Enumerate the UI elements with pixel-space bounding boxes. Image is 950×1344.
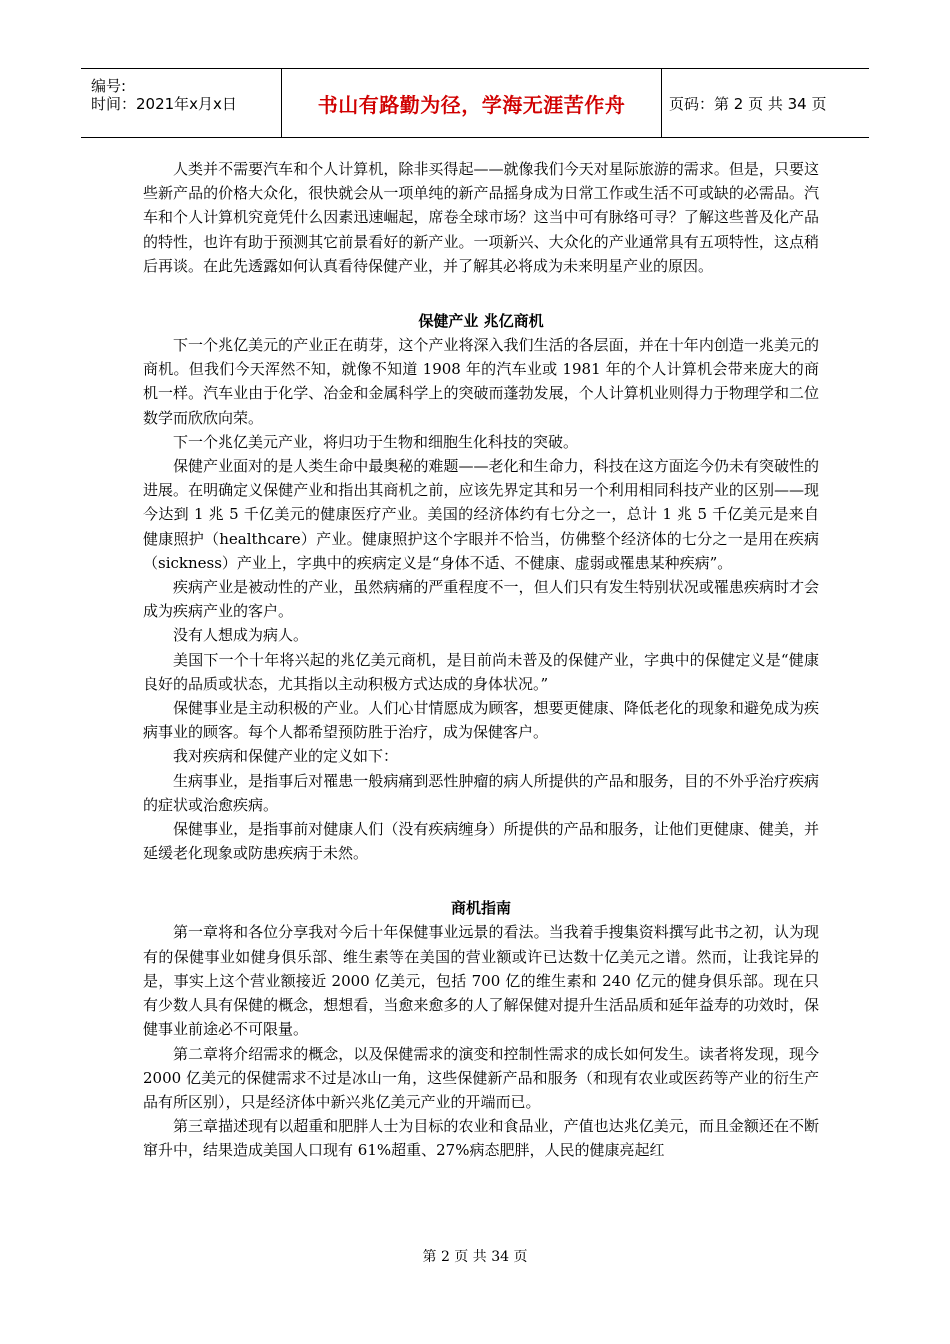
intro-paragraph: 人类并不需要汽车和个人计算机，除非买得起——就像我们今天对星际旅游的需求。但是，只要这些新产品的价格大众化，很快就会从一项单纯的新产品摇身成为日常工作或生活不可或缺的必需品。汽车和个人计算机究竟凭什么因素迅速崛起，席卷全球市场？这当中可有脉络可寻？了解这些普及化产品的特性，也许有助于预测其它前景看好的新产业。一项新兴、大众化的产业通常具有五项特性，这点稍后再谈。在此先透露如何认真看待保健产业，并了解其必将成为未来明星产业的原因。 [143, 160, 819, 275]
paragraph: 第二章将介绍需求的概念，以及保健需求的演变和控制性需求的成长如何发生。读者将发现，现今 2000 亿美元的保健需求不过是冰山一角，这些保健新产品和服务（和现有农业或医药等产业的衍生产品有所区别），只是经济体中新兴兆亿美元产业的开端而已。 [143, 1044, 819, 1111]
paragraph: 保健事业，是指事前对健康人们（没有疾病缠身）所提供的产品和服务，让他们更健康、健美，并延缓老化现象或防患疾病于未然。 [143, 820, 819, 863]
header-page-info: 页码：第 2 页 共 34 页 [669, 94, 827, 113]
header-motto-cell [281, 69, 662, 137]
paragraph: 我对疾病和保健产业的定义如下： [173, 747, 399, 766]
page-footer: 第 2 页 共 34 页 [422, 1249, 528, 1265]
header-motto: 书山有路勤为径，学海无涯苦作舟 [317, 92, 626, 117]
paragraph: 保健产业面对的是人类生命中最奥秘的难题——老化和生命力，科技在这方面迄今仍未有突破性的进展。在明确定义保健产业和指出其商机之前，应该先界定其和另一个利用相同科技产业的区别——现今达到 1 兆 5 千亿美元的健康医疗产业。美国的经济体约有七分之一，总计 1 兆 5 千亿美元是来自健康照护（healthcare）产业。健康照护这个字眼并不恰当，仿佛整个经济体的七分之一是用在疾病（sickness）产业上，字典中的疾病定义是“身体不适、不健康、虚弱或罹患某种疾病”。 [143, 457, 819, 572]
document-number-label: 编号: [91, 77, 127, 95]
paragraph: 疾病产业是被动性的产业，虽然病痛的严重程度不一，但人们只有发生特别状况或罹患疾病时才会成为疾病产业的客户。 [143, 578, 819, 621]
paragraph: 没有人想成为病人。 [173, 626, 309, 645]
paragraph: 下一个兆亿美元产业，将归功于生物和细胞生化科技的突破。 [173, 432, 579, 451]
paragraph: 生病事业，是指事后对罹患一般病痛到恶性肿瘤的病人所提供的产品和服务，目的不外乎治疗疾病的症状或治愈疾病。 [143, 771, 819, 814]
paragraph: 第一章将和各位分享我对今后十年保健事业远景的看法。当我着手搜集资料撰写此书之初，认为现有的保健事业如健身俱乐部、维生素等在美国的营业额或许已达数十亿美元之谱。然而，让我诧异的是，事实上这个营业额接近 2000 亿美元，包括 700 亿的维生素和 240 亿元的健身俱乐部。现在只有少数人具有保健的概念，想想看，当愈来愈多的人了解保健对提升生活品质和延年益寿的功效时，保健事业前途必不可限量。 [143, 923, 819, 1039]
document-body [143, 157, 819, 1163]
paragraph: 美国下一个十年将兴起的兆亿美元商机，是目前尚未普及的保健产业，字典中的保健定义是“健康良好的品质或状态，尤其指以主动积极方式达成的身体状况。” [143, 650, 819, 693]
header-meta-cell [81, 69, 281, 137]
section-heading-business-guide: 商机指南 [450, 899, 511, 918]
paragraph: 保健事业是主动积极的产业。人们心甘情愿成为顾客，想要更健康、降低老化的现象和避免成为疾病事业的顾客。每个人都希望预防胜于治疗，成为保健客户。 [143, 699, 819, 742]
header-table [81, 68, 869, 138]
paragraph: 下一个兆亿美元的产业正在萌芽，这个产业将深入我们生活的各层面，并在十年内创造一兆美元的商机。但我们今天浑然不知，就像不知道 1908 年的汽车业或 1981 年的个人计算机会带来庞大的商机一样。汽车业由于化学、冶金和金属科学上的突破而蓬勃发展，个人计算机业则得力于物理学和二位数学而欣欣向荣。 [143, 336, 819, 427]
spacer [143, 865, 819, 879]
document-date: 时间：2021年x月x日 [91, 95, 237, 113]
paragraph: 第三章描述现有以超重和肥胖人士为目标的农业和食品业，产值也达兆亿美元，而且金额还在不断窜升中，结果造成美国人口现有 61%超重、27%病态肥胖，人民的健康亮起红 [143, 1117, 819, 1160]
section-heading-health-industry: 保健产业 兆亿商机 [418, 312, 544, 331]
spacer [143, 278, 819, 292]
